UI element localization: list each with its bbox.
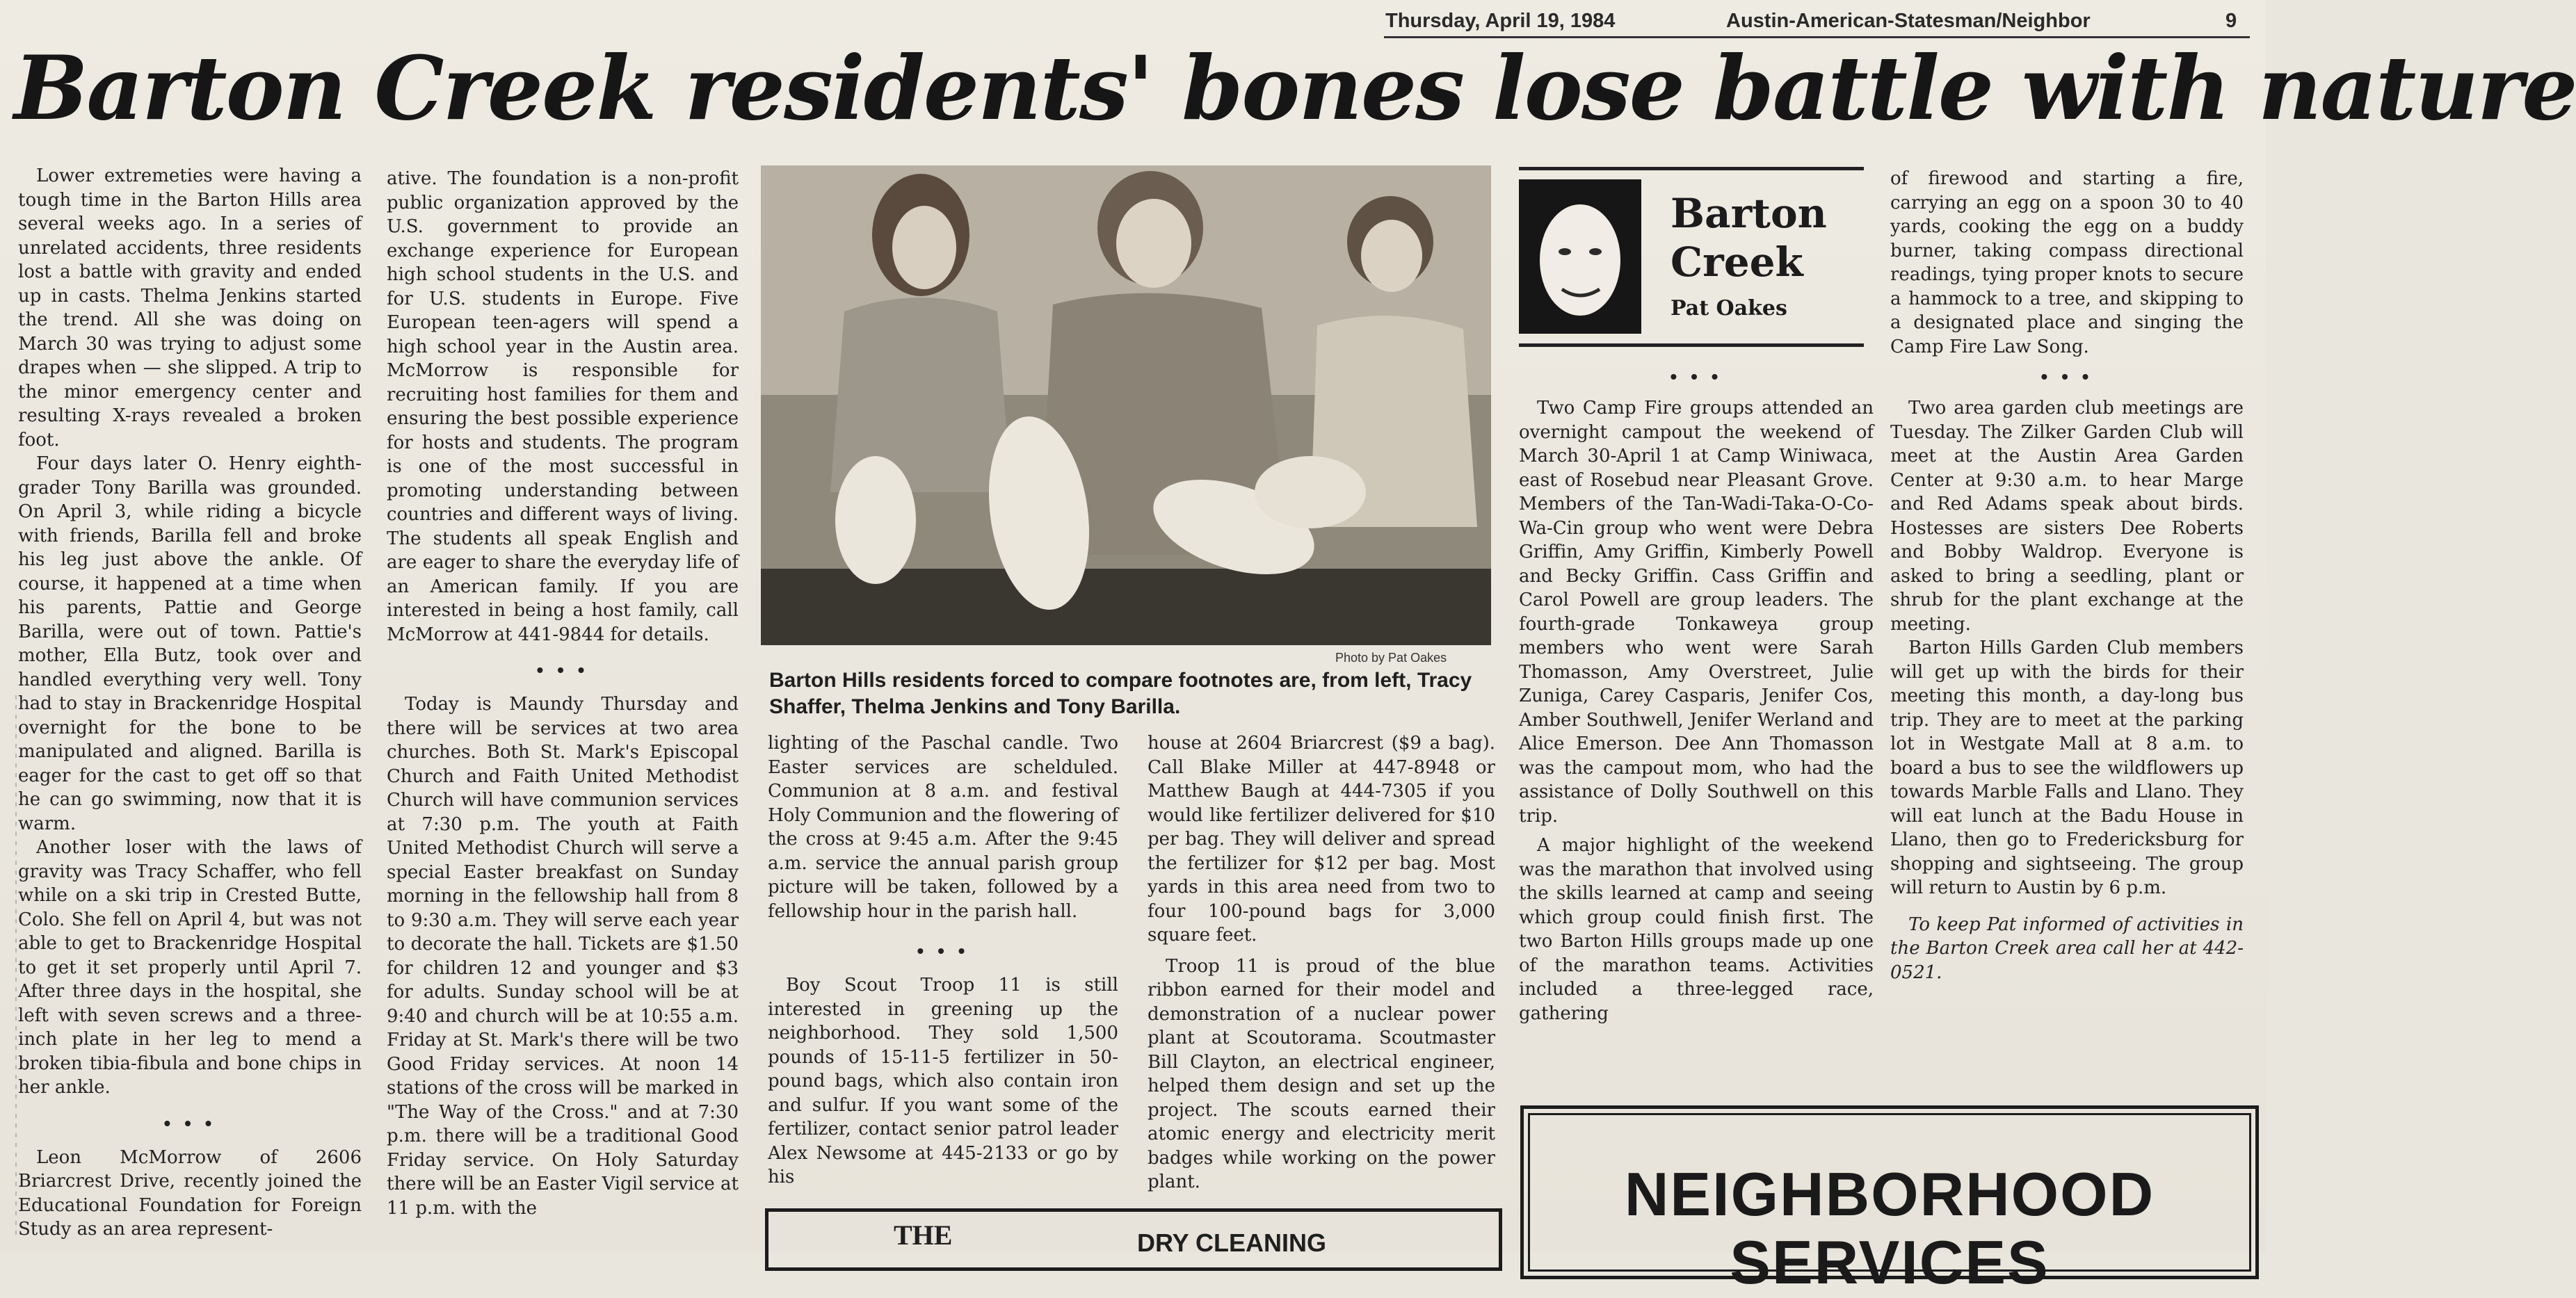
publication-name: Austin-American-Statesman/Neighbor xyxy=(1726,10,2091,32)
paragraph: A major highlight of the weekend was the marathon that involved using the skills learned at camp and seeing which group could finish first. The two Barton Hills groups made up one of the marathon teams. Activities included a three-legged race, gathering xyxy=(1519,835,1874,1024)
paragraph: Today is Maundy Thursday and there will be services at two area churches. Both St. Mark's Episcopal Church and Faith United Methodist Church will have communion services at 7:30 p.m. The youth at Faith United Methodist Church will serve a special Easter breakfast on Sunday morning in the fellowship hall from 8 to 9:30 a.m. They will serve each year to decorate the hall. Tickets are $1.50 for children 12 and younger and $3 for adults. Sunday school will be at 9:40 and church will be at 10:55 a.m. Friday at St. Mark's there will be two Good Friday services. At noon 14 stations of the cross will be marked in "The Way of the Cross." and at 7:30 p.m. there will be a traditional Good Friday service. On Holy Saturday there will be an Easter Vigil service at 11 p.m. with the xyxy=(387,694,739,1219)
column-header-rule xyxy=(1519,343,1864,347)
paragraph: Troop 11 is proud of the blue ribbon earned for their model and demonstration of a nuclear power plant at Scoutorama. Scoutmaster Bill Clayton, an electrical engineer, helped them design and set up the project. The scouts earned their atomic energy and electricity merit badges while working on the power plant. xyxy=(1148,955,1495,1192)
article-column-1 xyxy=(18,164,362,1242)
columnist-portrait xyxy=(1519,179,1641,334)
neighborhood-services-ad xyxy=(1520,1105,2259,1297)
paragraph: Two Camp Fire groups attended an overnight campout the weekend of March 30-April 1 at Camp Winiwaca, east of Rosebud near Pleasant Grove. Members of the Tan-Wadi-Taka-O-Co-Wa-Cin group who went were Debra Griffin, Amy Griffin, Kimberly Powell and Becky Griffin. Cass Griffin and Carol Powell are group leaders. The fourth-grade Tonkaweya group members who went were Sarah Thomasson, Amy Overstreet, Julie Zuniga, Carey Casparis, Jenifer Cos, Amber Southwell, Jenifer Werland and Alice Emerson. Dee Ann Thomasson was the campout mom, who had the assistance of Dolly Southwell on this trip. xyxy=(1519,398,1874,827)
article-column-3 xyxy=(768,731,1118,1190)
section-separator: • • • xyxy=(536,659,589,681)
ad-text: DRY CLEANING xyxy=(1137,1228,1327,1257)
paragraph: Two area garden club meetings are Tuesday. The Zilker Garden Club will meet at the Austin Area Garden Center at 9:30 a.m. to hear Marge and Red Adams speak about birds. Hostesses are sisters Dee Roberts and Bobby Waldrop. Everyone is asked to bring a seedling, plant or shrub for the plant exchange at the meeting. xyxy=(1890,398,2244,635)
paragraph: ative. The foundation is a non-profit public organization approved by the U.S. government to provide an exchange experience for European high school students in the U.S. and for U.S. students in Europe. Five European teen-agers will spend a high school year in the Austin area. McMorrow is responsible for recruiting host families for them and ensuring the best possible experience for hosts and students. The program is one of the most successful in promoting understanding between countries and different ways of living. The students all speak English and are eager to share the everyday life of an American family. If you are interested in being a host family, call McMorrow at 441-9844 for details. xyxy=(387,168,739,645)
article-column-5 xyxy=(1519,363,1874,1025)
paragraph: house at 2604 Briarcrest ($9 a bag). Call Blake Miller at 447-8948 or Matthew Baugh at 444-7305 if you would like fertilizer delivered for $10 per bag. They will deliver and spread the fertilizer for $12 per bag. Most yards in this area need from two to four 100-pound bags for 3,000 square feet. xyxy=(1148,733,1495,946)
article-column-2 xyxy=(387,167,739,1220)
dry-cleaning-ad xyxy=(765,1208,1502,1271)
paragraph: Lower extremeties were having a tough time in the Barton Hills area several weeks ago. In a series of unrelated accidents, three residents lost a battle with gravity and ended up in casts. Thelma Jenkins started the trend. All she was doing on March 30 was trying to adjust some drapes when — she slipped. A trip to the minor emergency center and resulting X-rays revealed a broken foot. xyxy=(18,165,362,451)
paragraph: of firewood and starting a fire, carrying an egg on a spoon 30 to 40 yards, cooking the egg on a buddy burner, taking compass directional readings, tying proper knots to secure a hammock to a tree, and skipping to a designated place and singing the Camp Fire Law Song. xyxy=(1890,168,2244,357)
headline: Barton Creek residents' bones lose battle with nature xyxy=(14,37,2576,140)
paragraph: Four days later O. Henry eighth-grader Tony Barilla was grounded. On April 3, while riding a bicycle with friends, Barilla fell and broke his leg just above the ankle. Of course, it happened at a time when his parents, Pattie and George Barilla, were out of town. Pattie's mother, Ella Butz, took over and handled everything very well. Tony had to stay in Brackenridge Hospital overnight for the bone to be manipulated and aligned. Barilla is eager for the cast to get off so that he can go swimming, now that it is warm. xyxy=(18,453,362,834)
paragraph: Boy Scout Troop 11 is still interested in greening up the neighborhood. They sold 1,500 pounds of 15-11-5 fertilizer in 50-pound bags, which also contain iron and sulfur. If you want some of the fertilizer, contact senior patrol leader Alex Newsome at 445-2133 or go by his xyxy=(768,975,1118,1187)
ad-text: THE xyxy=(894,1219,953,1251)
byline: Pat Oakes xyxy=(1671,296,1787,321)
issue-date: Thursday, April 19, 1984 xyxy=(1385,10,1616,32)
column-title-line: Creek xyxy=(1671,238,1803,286)
columnist-photo xyxy=(1519,179,1641,334)
photo-credit: Photo by Pat Oakes xyxy=(1335,651,1447,665)
section-separator: • • • xyxy=(163,1112,216,1134)
paragraph: lighting of the Paschal candle. Two Easter services are schelduled. Communion at 8 a.m. and festival Holy Communion and the flowering of the cross at 9:45 a.m. After the 9:45 a.m. service the annual parish group picture will be taken, followed by a fellowship hour in the parish hall. xyxy=(768,733,1118,922)
paragraph: Leon McMorrow of 2606 Briarcrest Drive, recently joined the Educational Foundation for Foreign Study as an area represent- xyxy=(18,1146,362,1240)
column-title-line: Barton xyxy=(1671,190,1827,237)
ad-title: NEIGHBORHOOD xyxy=(1624,1160,2155,1228)
section-separator: • • • xyxy=(2040,366,2093,387)
photo-caption: Barton Hills residents forced to compare footnotes are, from left, Tracy Shaffer, Thelma Jenkins and Tony Barilla. xyxy=(769,669,1472,718)
signoff: To keep Pat informed of activities in the Barton Creek area call her at 442-0521. xyxy=(1890,914,2244,983)
news-photo xyxy=(761,165,1491,645)
column-header xyxy=(1519,167,1864,348)
article-column-4 xyxy=(1148,731,1495,1194)
fold-mark xyxy=(15,695,17,1238)
section-separator: • • • xyxy=(917,940,969,962)
page-number: 9 xyxy=(2225,10,2237,32)
column-title xyxy=(1671,189,1827,286)
article-column-6 xyxy=(1890,167,2244,984)
ad-title: SERVICES xyxy=(1730,1228,2050,1297)
section-separator: • • • xyxy=(1670,366,1723,387)
photo-illustration xyxy=(761,165,1491,645)
paragraph: Barton Hills Garden Club members will get up with the birds for their meeting this month, a day-long bus trip. They are to meet at the parking lot in Westgate Mall at 8 a.m. to board a bus to see the wildflowers up towards Marble Falls and Llano. They will eat lunch at the Badu House in Llano, then go to Fredericksburg for shopping and sightseeing. The group will return to Austin by 6 p.m. xyxy=(1890,638,2244,898)
paragraph: Another loser with the laws of gravity was Tracy Schaffer, who fell while on a ski trip in Crested Butte, Colo. She fell on April 4, but was not able to get to Brackenridge Hospital to get it set properly until April 7. After three days in the hospital, she left with seven screws and a three-inch plate in her leg to mend a broken tibia-fibula and bone chips in her ankle. xyxy=(18,837,362,1098)
column-header-rule xyxy=(1519,167,1864,170)
